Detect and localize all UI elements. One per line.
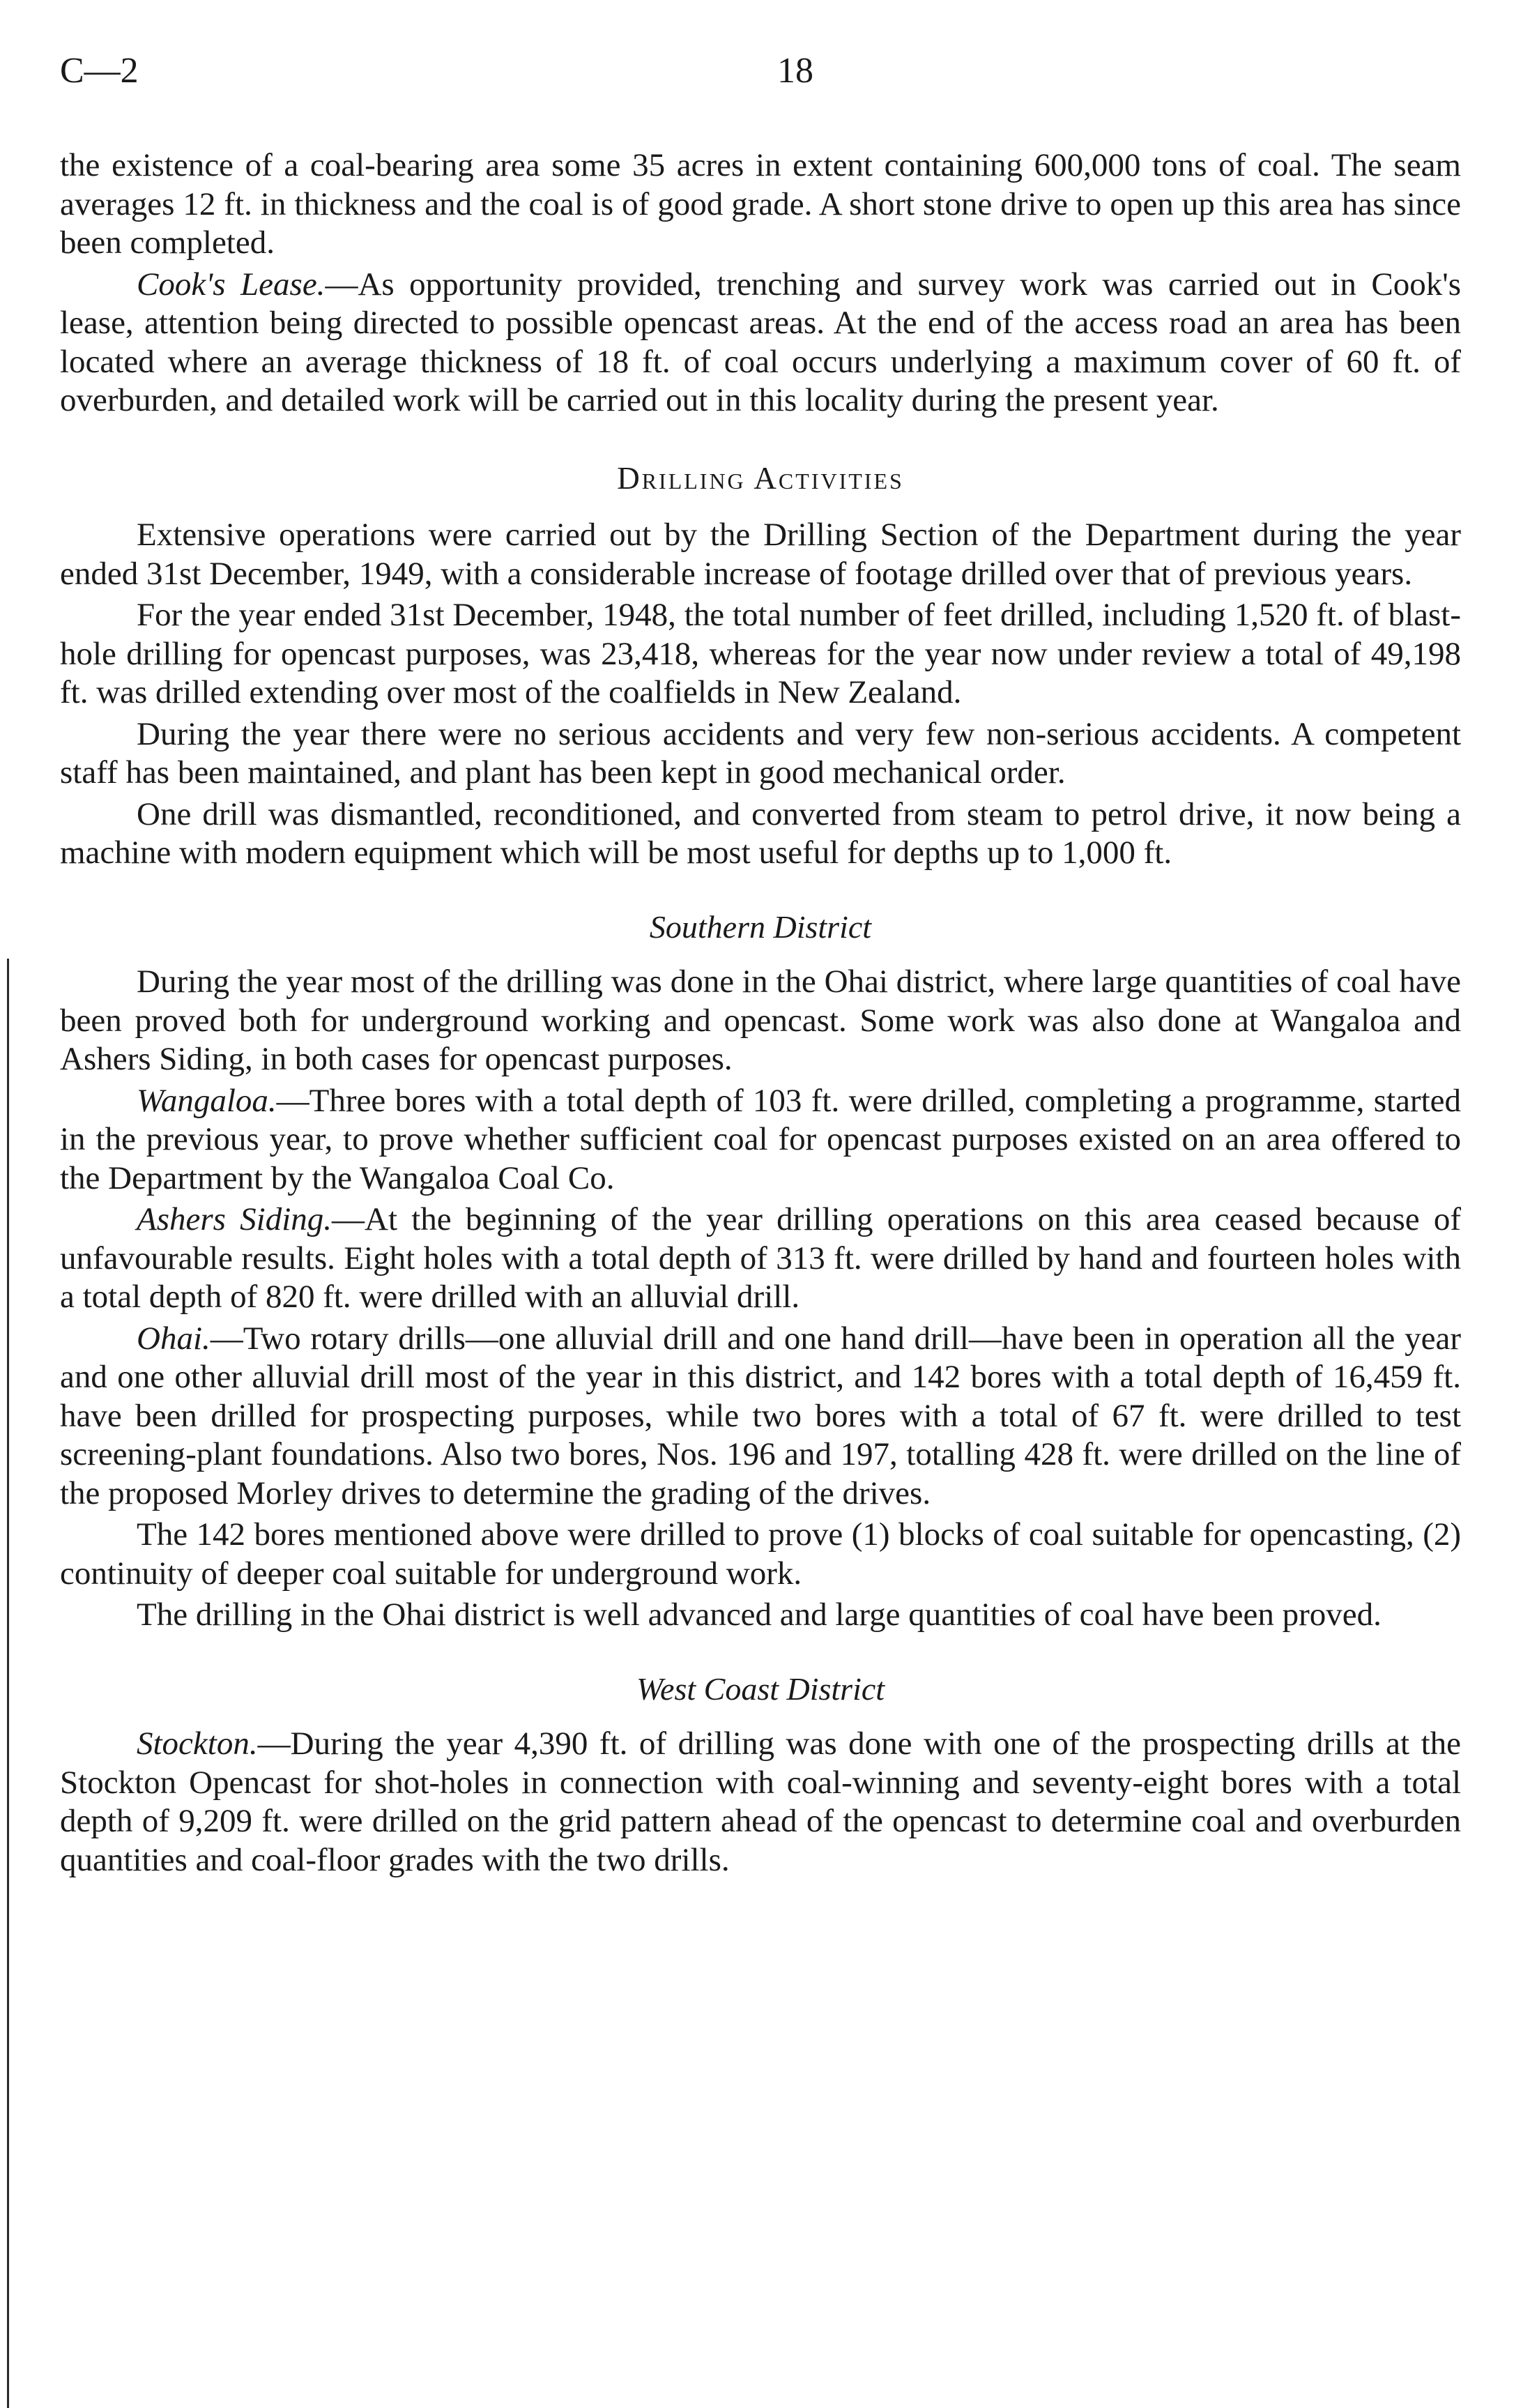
paragraph-lead: Ashers Siding. <box>137 1201 332 1237</box>
paragraph <box>60 1320 1461 1514</box>
paragraph-text: —Two rotary drills—one alluvial drill and one hand drill—have been in operation all the year and one other alluvial drill most of the year in this district, and 142 bores with a total depth of 16,459 ft. have been drilled for prospecting purposes, while two bores with a total of 67 ft. were drilled to test screening-plant foundations. Also two bores, Nos. 196 and 197, totalling 428 ft. were drilled on the line of the proposed Morley drives to determine the grading of the drives. <box>60 1320 1461 1511</box>
paragraph: the existence of a coal-bearing area some 35 acres in extent containing 600,000 tons of coal. The seam averages 12 ft. in thickness and the coal is of good grade. A short stone drive to open up this area has since been completed. <box>60 147 1461 261</box>
paragraph: During the year most of the drilling was done in the Ohai district, where large quantities of coal have been proved both for underground working and opencast. Some work was also done at Wangaloa and Ashers Siding, in both cases for opencast purposes. <box>60 963 1461 1077</box>
section-heading: Drilling Activities <box>617 460 904 496</box>
paragraph <box>60 1201 1461 1317</box>
paragraph-lead: Wangaloa. <box>137 1082 277 1119</box>
document-reference: C—2 <box>60 51 139 91</box>
paragraph <box>60 266 1461 420</box>
subsection-heading: West Coast District <box>636 1670 885 1707</box>
paragraph <box>60 1082 1461 1198</box>
paragraph-text: —Three bores with a total depth of 103 ft. were drilled, completing a programme, started in the previous year, to prove whether sufficient coal for opencast purposes existed on an area offered to the Department by the Wangaloa Coal Co. <box>60 1082 1461 1196</box>
paragraph-text: —During the year 4,390 ft. of drilling was done with one of the prospecting drills at the Stockton Opencast for shot-holes in connection with coal-winning and seventy-eight bores with a total depth of 9,209 ft. were drilled on the grid pattern ahead of the opencast to determine coal and overburden quantities and coal-floor grades with the two drills. <box>60 1725 1461 1878</box>
paragraph-text: —At the beginning of the year drilling operations on this area ceased because of unfavourable results. Eight holes with a total depth of 313 ft. were drilled by hand and fourteen holes with a total depth of 820 ft. were drilled with an alluvial drill. <box>60 1201 1462 1315</box>
paragraph-lead: Ohai. <box>137 1320 211 1357</box>
paragraph <box>60 1725 1461 1880</box>
paragraph-text: —As opportunity provided, trenching and survey work was carried out in Cook's lease, attention being directed to possible opencast areas. At the end of the access road an area has been located where an average thickness of 18 ft. of coal occurs underlying a maximum cover of 60 ft. of overburden, and detailed work will be carried out in this locality during the present year. <box>60 266 1462 418</box>
paragraph: The 142 bores mentioned above were drilled to prove (1) blocks of coal suitable for opencasting, (2) continuity of deeper coal suitable for underground work. <box>60 1516 1461 1592</box>
page-number: 18 <box>777 51 813 91</box>
paragraph: The drilling in the Ohai district is well advanced and large quantities of coal have been proved. <box>137 1597 1382 1633</box>
paragraph: For the year ended 31st December, 1948, the total number of feet drilled, including 1,520 ft. of blast-hole drilling for opencast purposes, was 23,418, whereas for the year now under review a total of 49,198 ft. was drilled extending over most of the coalfields in New Zealand. <box>60 597 1461 710</box>
subsection-heading: Southern District <box>649 908 872 945</box>
paragraph: Extensive operations were carried out by the Drilling Section of the Department during the year ended 31st December, 1949, with a considerable increase of footage drilled over that of previous years. <box>60 517 1461 592</box>
paragraph-lead: Cook's Lease. <box>137 266 326 303</box>
paragraph: During the year there were no serious accidents and very few non-serious accidents. A competent staff has been maintained, and plant has been kept in good mechanical order. <box>60 715 1461 791</box>
paragraph: One drill was dismantled, reconditioned, and converted from steam to petrol drive, it now being a machine with modern equipment which will be most useful for depths up to 1,000 ft. <box>60 795 1461 871</box>
paragraph-lead: Stockton. <box>137 1725 258 1762</box>
margin-rule <box>7 959 9 2408</box>
page-header <box>60 43 1461 99</box>
page-body <box>60 146 1461 1880</box>
